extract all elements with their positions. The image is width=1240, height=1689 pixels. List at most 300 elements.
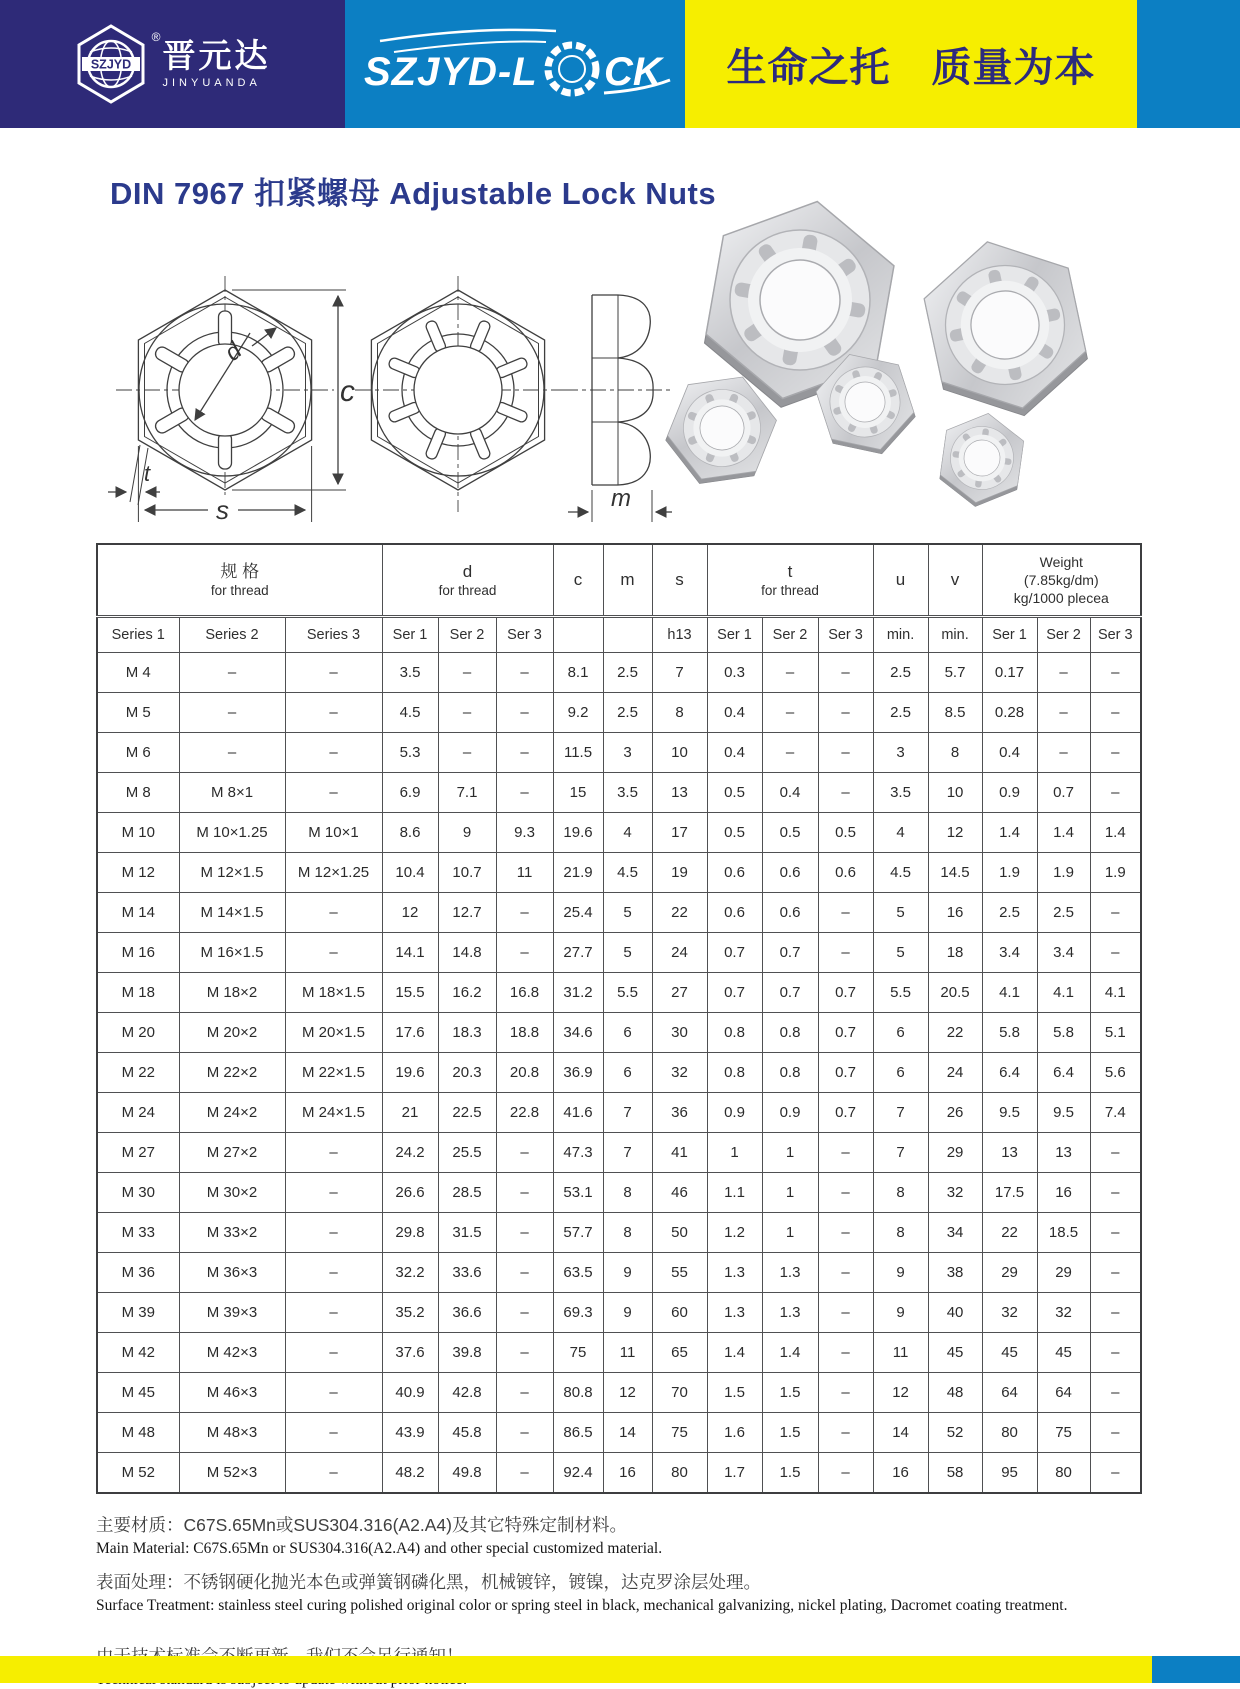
- spec-table-head: [97, 544, 1141, 653]
- table-cell: M 36×3: [179, 1253, 285, 1293]
- table-cell: M 42: [97, 1333, 179, 1373]
- table-cell: 6.4: [982, 1053, 1037, 1093]
- table-cell: 8: [652, 693, 707, 733]
- table-row: [97, 773, 1141, 813]
- table-cell: –: [179, 693, 285, 733]
- table-cell: 6: [873, 1053, 928, 1093]
- table-cell: 52: [928, 1413, 982, 1453]
- table-cell: –: [285, 773, 382, 813]
- table-cell: M 36: [97, 1253, 179, 1293]
- table-cell: 6.4: [1037, 1053, 1090, 1093]
- note-material-en: Main Material: C67S.65Mn or SUS304.316(A2.A4) and other special customized material.: [96, 1540, 663, 1557]
- table-cell: 0.8: [707, 1053, 762, 1093]
- table-cell: 32: [652, 1053, 707, 1093]
- table-cell: 0.9: [707, 1093, 762, 1133]
- table-cell: 14: [603, 1413, 652, 1453]
- table-cell: 8: [928, 733, 982, 773]
- table-cell: –: [496, 773, 553, 813]
- table-cell: 0.8: [707, 1013, 762, 1053]
- table-cell: 31.2: [553, 973, 603, 1013]
- product-photo-lock-nuts: [612, 156, 1157, 528]
- table-cell: 1.7: [707, 1453, 762, 1494]
- column-group-header: d for thread: [382, 544, 553, 617]
- table-cell: M 45: [97, 1373, 179, 1413]
- table-cell: 1.3: [707, 1293, 762, 1333]
- hexagon-globe-logo-icon: [75, 24, 147, 104]
- table-cell: 7.1: [438, 773, 496, 813]
- figures-section: [0, 128, 1240, 543]
- table-cell: 8: [603, 1173, 652, 1213]
- table-cell: 1.2: [707, 1213, 762, 1253]
- table-cell: –: [818, 653, 873, 693]
- table-cell: –: [496, 1173, 553, 1213]
- table-cell: 7: [603, 1133, 652, 1173]
- table-cell: 0.5: [707, 773, 762, 813]
- column-subheader: min.: [928, 617, 982, 653]
- table-cell: 4.1: [1037, 973, 1090, 1013]
- table-cell: 80.8: [553, 1373, 603, 1413]
- table-cell: –: [285, 1133, 382, 1173]
- table-cell: M 22: [97, 1053, 179, 1093]
- table-cell: 0.4: [707, 693, 762, 733]
- table-cell: M 52: [97, 1453, 179, 1494]
- table-cell: 60: [652, 1293, 707, 1333]
- table-cell: 29: [1037, 1253, 1090, 1293]
- logo-badge-text: SZJYD: [90, 57, 131, 72]
- table-cell: 5.8: [1037, 1013, 1090, 1053]
- table-cell: 0.4: [982, 733, 1037, 773]
- table-cell: –: [818, 1293, 873, 1333]
- table-cell: 41.6: [553, 1093, 603, 1133]
- column-subheader: Ser 1: [707, 617, 762, 653]
- table-cell: M 24×1.5: [285, 1093, 382, 1133]
- table-cell: 11.5: [553, 733, 603, 773]
- table-cell: 2.5: [873, 653, 928, 693]
- table-cell: 2.5: [873, 693, 928, 733]
- table-cell: 9.5: [982, 1093, 1037, 1133]
- table-cell: 0.7: [818, 1093, 873, 1133]
- table-cell: M 6: [97, 733, 179, 773]
- table-cell: M 22×1.5: [285, 1053, 382, 1093]
- table-cell: –: [1037, 693, 1090, 733]
- table-cell: 36.6: [438, 1293, 496, 1333]
- table-row: [97, 1173, 1141, 1213]
- table-cell: 12: [382, 893, 438, 933]
- table-cell: 1.5: [762, 1373, 818, 1413]
- table-cell: 45: [1037, 1333, 1090, 1373]
- brand-text-right: CK: [604, 50, 662, 94]
- table-row: [97, 693, 1141, 733]
- table-cell: 10.4: [382, 853, 438, 893]
- table-cell: 75: [1037, 1413, 1090, 1453]
- table-cell: 0.9: [982, 773, 1037, 813]
- table-cell: 0.7: [818, 1053, 873, 1093]
- table-cell: –: [285, 1173, 382, 1213]
- table-cell: 48.2: [382, 1453, 438, 1494]
- table-cell: M 10×1.25: [179, 813, 285, 853]
- table-cell: 19: [652, 853, 707, 893]
- table-cell: 4: [603, 813, 652, 853]
- table-cell: 3: [873, 733, 928, 773]
- page-title: DIN 7967 扣紧螺母 Adjustable Lock Nuts: [110, 176, 717, 211]
- table-cell: 12: [603, 1373, 652, 1413]
- table-cell: 16: [928, 893, 982, 933]
- table-cell: 4.1: [1090, 973, 1141, 1013]
- table-cell: 14.8: [438, 933, 496, 973]
- table-cell: –: [1090, 1373, 1141, 1413]
- table-cell: 43.9: [382, 1413, 438, 1453]
- table-cell: M 30: [97, 1173, 179, 1213]
- column-subheader: Ser 2: [438, 617, 496, 653]
- table-cell: 5.8: [982, 1013, 1037, 1053]
- table-cell: 5.5: [873, 973, 928, 1013]
- table-cell: 9.2: [553, 693, 603, 733]
- table-cell: –: [496, 1333, 553, 1373]
- table-cell: M 20: [97, 1013, 179, 1053]
- table-cell: 1.3: [762, 1253, 818, 1293]
- table-cell: 7: [652, 653, 707, 693]
- table-cell: 3.4: [1037, 933, 1090, 973]
- column-subheader: Series 3: [285, 617, 382, 653]
- table-cell: M 39: [97, 1293, 179, 1333]
- column-subheader: Ser 1: [382, 617, 438, 653]
- table-cell: 0.9: [762, 1093, 818, 1133]
- table-cell: 65: [652, 1333, 707, 1373]
- table-cell: 0.7: [818, 973, 873, 1013]
- column-subheader: min.: [873, 617, 928, 653]
- table-cell: 12: [928, 813, 982, 853]
- note-material-cn: 主要材质：C67S.65Mn或SUS304.316(A2.A4)及其它特殊定制材料。: [96, 1515, 627, 1535]
- table-cell: 10.7: [438, 853, 496, 893]
- table-cell: M 48: [97, 1413, 179, 1453]
- table-cell: 27: [652, 973, 707, 1013]
- table-cell: –: [818, 1253, 873, 1293]
- table-cell: 17.6: [382, 1013, 438, 1053]
- table-cell: –: [179, 653, 285, 693]
- table-cell: 22.8: [496, 1093, 553, 1133]
- table-row: [97, 893, 1141, 933]
- table-cell: 1: [762, 1213, 818, 1253]
- table-cell: 5: [873, 893, 928, 933]
- column-subheader: Ser 2: [1037, 617, 1090, 653]
- table-cell: 8: [873, 1213, 928, 1253]
- table-cell: M 12×1.5: [179, 853, 285, 893]
- table-cell: 22.5: [438, 1093, 496, 1133]
- table-cell: 42.8: [438, 1373, 496, 1413]
- column-group-header: c: [553, 544, 603, 617]
- table-cell: 14.1: [382, 933, 438, 973]
- table-cell: M 48×3: [179, 1413, 285, 1453]
- table-cell: 7: [603, 1093, 652, 1133]
- table-cell: –: [1037, 733, 1090, 773]
- column-subheader: Ser 3: [818, 617, 873, 653]
- table-row: [97, 1133, 1141, 1173]
- table-cell: M 14: [97, 893, 179, 933]
- company-name-en: JINYUANDA: [162, 77, 261, 90]
- table-cell: M 22×2: [179, 1053, 285, 1093]
- table-cell: 14: [873, 1413, 928, 1453]
- table-cell: 3.5: [603, 773, 652, 813]
- column-subheader: Ser 3: [1090, 617, 1141, 653]
- table-cell: 0.5: [818, 813, 873, 853]
- table-cell: M 16×1.5: [179, 933, 285, 973]
- bottom-blue-endcap: [1152, 1656, 1240, 1683]
- column-subheader: Ser 2: [762, 617, 818, 653]
- table-cell: M 4: [97, 653, 179, 693]
- speed-line-icon: [380, 30, 556, 41]
- table-cell: M 20×2: [179, 1013, 285, 1053]
- table-cell: 0.6: [762, 853, 818, 893]
- table-cell: 1: [762, 1133, 818, 1173]
- table-row: [97, 933, 1141, 973]
- table-row: [97, 1053, 1141, 1093]
- table-cell: 0.6: [707, 893, 762, 933]
- table-cell: 0.7: [707, 973, 762, 1013]
- table-cell: 46: [652, 1173, 707, 1213]
- table-cell: 1.9: [982, 853, 1037, 893]
- table-cell: 80: [652, 1453, 707, 1494]
- table-cell: 35.2: [382, 1293, 438, 1333]
- table-cell: M 12×1.25: [285, 853, 382, 893]
- table-cell: 6: [873, 1013, 928, 1053]
- table-cell: M 33×2: [179, 1213, 285, 1253]
- table-cell: –: [1090, 1333, 1141, 1373]
- table-cell: 5.5: [603, 973, 652, 1013]
- table-cell: 1.4: [1037, 813, 1090, 853]
- table-cell: 24: [652, 933, 707, 973]
- table-cell: 1.3: [762, 1293, 818, 1333]
- table-cell: 7: [873, 1133, 928, 1173]
- table-cell: 22: [982, 1213, 1037, 1253]
- table-cell: –: [285, 653, 382, 693]
- table-cell: –: [285, 893, 382, 933]
- table-cell: 1.4: [762, 1333, 818, 1373]
- table-cell: 27.7: [553, 933, 603, 973]
- table-cell: 3: [603, 733, 652, 773]
- table-cell: 34.6: [553, 1013, 603, 1053]
- table-cell: 22: [928, 1013, 982, 1053]
- table-cell: 17: [652, 813, 707, 853]
- table-row: [97, 1333, 1141, 1373]
- table-cell: 34: [928, 1213, 982, 1253]
- table-cell: 21.9: [553, 853, 603, 893]
- table-cell: –: [1090, 893, 1141, 933]
- table-cell: –: [1090, 1253, 1141, 1293]
- header-band: [0, 0, 1240, 128]
- column-subheader: Ser 3: [496, 617, 553, 653]
- table-cell: 9: [603, 1293, 652, 1333]
- note-surface-cn: 表面处理：不锈钢硬化抛光本色或弹簧钢磷化黑，机械镀锌，镀镍，达克罗涂层处理。: [96, 1572, 761, 1592]
- table-cell: M 27: [97, 1133, 179, 1173]
- table-cell: 1.5: [707, 1373, 762, 1413]
- table-cell: 6: [603, 1013, 652, 1053]
- table-cell: M 20×1.5: [285, 1013, 382, 1053]
- table-cell: –: [285, 693, 382, 733]
- header-slogan-block: [685, 0, 1137, 128]
- table-cell: 86.5: [553, 1413, 603, 1453]
- table-cell: –: [1090, 933, 1141, 973]
- table-cell: 19.6: [382, 1053, 438, 1093]
- table-row: [97, 1293, 1141, 1333]
- table-cell: 1.5: [762, 1453, 818, 1494]
- table-cell: 0.6: [707, 853, 762, 893]
- table-cell: –: [818, 1413, 873, 1453]
- table-cell: 0.6: [818, 853, 873, 893]
- table-cell: 9: [603, 1253, 652, 1293]
- slogan-text: 生命之托 质量为本: [726, 45, 1096, 90]
- table-cell: 1.4: [707, 1333, 762, 1373]
- table-cell: –: [818, 933, 873, 973]
- table-cell: 1.4: [982, 813, 1037, 853]
- table-cell: 37.6: [382, 1333, 438, 1373]
- table-cell: –: [1090, 653, 1141, 693]
- dim-label-m: m: [611, 485, 631, 512]
- table-cell: 0.7: [762, 973, 818, 1013]
- table-cell: 22: [652, 893, 707, 933]
- table-cell: –: [496, 693, 553, 733]
- company-name: [162, 36, 271, 90]
- table-cell: 9: [438, 813, 496, 853]
- table-cell: 18.8: [496, 1013, 553, 1053]
- table-cell: 20.5: [928, 973, 982, 1013]
- company-name-cn: 晋元达: [162, 36, 271, 74]
- table-cell: 75: [652, 1413, 707, 1453]
- table-cell: –: [1090, 773, 1141, 813]
- table-cell: 8.6: [382, 813, 438, 853]
- table-cell: M 24×2: [179, 1093, 285, 1133]
- note-surface-en: Surface Treatment: stainless steel curing polished original color or spring steel in black, mechanical galvanizing, nickel plating, Dacromet coating treatment.: [96, 1597, 1068, 1614]
- table-row: [97, 1453, 1141, 1494]
- table-cell: 29: [928, 1133, 982, 1173]
- table-cell: 15.5: [382, 973, 438, 1013]
- table-cell: –: [496, 1253, 553, 1293]
- table-cell: 6: [603, 1053, 652, 1093]
- table-cell: –: [818, 893, 873, 933]
- table-cell: –: [1090, 1213, 1141, 1253]
- column-group-header: v: [928, 544, 982, 617]
- table-cell: –: [1090, 733, 1141, 773]
- table-cell: 0.5: [762, 813, 818, 853]
- table-cell: –: [285, 1453, 382, 1494]
- table-cell: 80: [1037, 1453, 1090, 1494]
- table-cell: –: [496, 653, 553, 693]
- table-cell: –: [496, 1373, 553, 1413]
- table-cell: –: [496, 1213, 553, 1253]
- table-cell: 16.8: [496, 973, 553, 1013]
- table-cell: M 30×2: [179, 1173, 285, 1213]
- table-cell: 92.4: [553, 1453, 603, 1494]
- table-cell: 0.28: [982, 693, 1037, 733]
- table-cell: 1: [707, 1133, 762, 1173]
- table-cell: –: [496, 1453, 553, 1494]
- table-cell: 13: [982, 1133, 1037, 1173]
- table-cell: 3.5: [873, 773, 928, 813]
- table-cell: –: [818, 693, 873, 733]
- table-cell: 10: [652, 733, 707, 773]
- table-cell: 31.5: [438, 1213, 496, 1253]
- table-row: [97, 1093, 1141, 1133]
- dim-label-c: c: [340, 375, 355, 408]
- table-row: [97, 813, 1141, 853]
- table-cell: 33.6: [438, 1253, 496, 1293]
- table-cell: M 46×3: [179, 1373, 285, 1413]
- table-cell: 41: [652, 1133, 707, 1173]
- table-cell: 1.1: [707, 1173, 762, 1213]
- table-cell: 40: [928, 1293, 982, 1333]
- table-cell: 4.1: [982, 973, 1037, 1013]
- spec-table: [96, 543, 1142, 1494]
- dim-label-s: s: [216, 495, 229, 525]
- table-cell: –: [1090, 1133, 1141, 1173]
- table-cell: 4.5: [382, 693, 438, 733]
- table-cell: –: [496, 1293, 553, 1333]
- registered-mark: ®: [151, 30, 161, 44]
- table-cell: M 8: [97, 773, 179, 813]
- table-cell: M 5: [97, 693, 179, 733]
- table-cell: M 24: [97, 1093, 179, 1133]
- table-cell: 6.9: [382, 773, 438, 813]
- dim-label-d: d: [219, 337, 248, 367]
- table-cell: –: [438, 693, 496, 733]
- table-cell: 4: [873, 813, 928, 853]
- table-cell: 2.5: [1037, 893, 1090, 933]
- table-cell: 4.5: [603, 853, 652, 893]
- table-cell: 0.7: [1037, 773, 1090, 813]
- table-cell: –: [179, 733, 285, 773]
- table-cell: 21: [382, 1093, 438, 1133]
- table-cell: M 42×3: [179, 1333, 285, 1373]
- table-cell: M 16: [97, 933, 179, 973]
- table-cell: 58: [928, 1453, 982, 1494]
- table-cell: 9.3: [496, 813, 553, 853]
- table-cell: 57.7: [553, 1213, 603, 1253]
- table-cell: 38: [928, 1253, 982, 1293]
- table-cell: 4.5: [873, 853, 928, 893]
- column-group-header: s: [652, 544, 707, 617]
- column-subheader: [553, 617, 603, 653]
- table-row: [97, 1413, 1141, 1453]
- table-cell: 36: [652, 1093, 707, 1133]
- table-cell: M 12: [97, 853, 179, 893]
- table-cell: 14.5: [928, 853, 982, 893]
- table-row: [97, 853, 1141, 893]
- table-cell: 32: [982, 1293, 1037, 1333]
- table-cell: 70: [652, 1373, 707, 1413]
- table-cell: 1.6: [707, 1413, 762, 1453]
- table-cell: –: [818, 1133, 873, 1173]
- table-cell: –: [762, 733, 818, 773]
- table-cell: 45: [928, 1333, 982, 1373]
- table-cell: 0.6: [762, 893, 818, 933]
- table-cell: 0.5: [707, 813, 762, 853]
- table-cell: M 33: [97, 1213, 179, 1253]
- table-cell: 0.4: [707, 733, 762, 773]
- table-cell: 47.3: [553, 1133, 603, 1173]
- table-cell: 1.9: [1090, 853, 1141, 893]
- table-cell: 1.3: [707, 1253, 762, 1293]
- table-cell: 32: [1037, 1293, 1090, 1333]
- table-cell: 50: [652, 1213, 707, 1253]
- column-group-header: 规 格 for thread: [97, 544, 382, 617]
- table-cell: –: [818, 1213, 873, 1253]
- table-cell: –: [285, 933, 382, 973]
- table-cell: 9: [873, 1253, 928, 1293]
- table-cell: –: [762, 693, 818, 733]
- table-cell: 24: [928, 1053, 982, 1093]
- table-cell: M 14×1.5: [179, 893, 285, 933]
- table-cell: 1.9: [1037, 853, 1090, 893]
- table-cell: 24.2: [382, 1133, 438, 1173]
